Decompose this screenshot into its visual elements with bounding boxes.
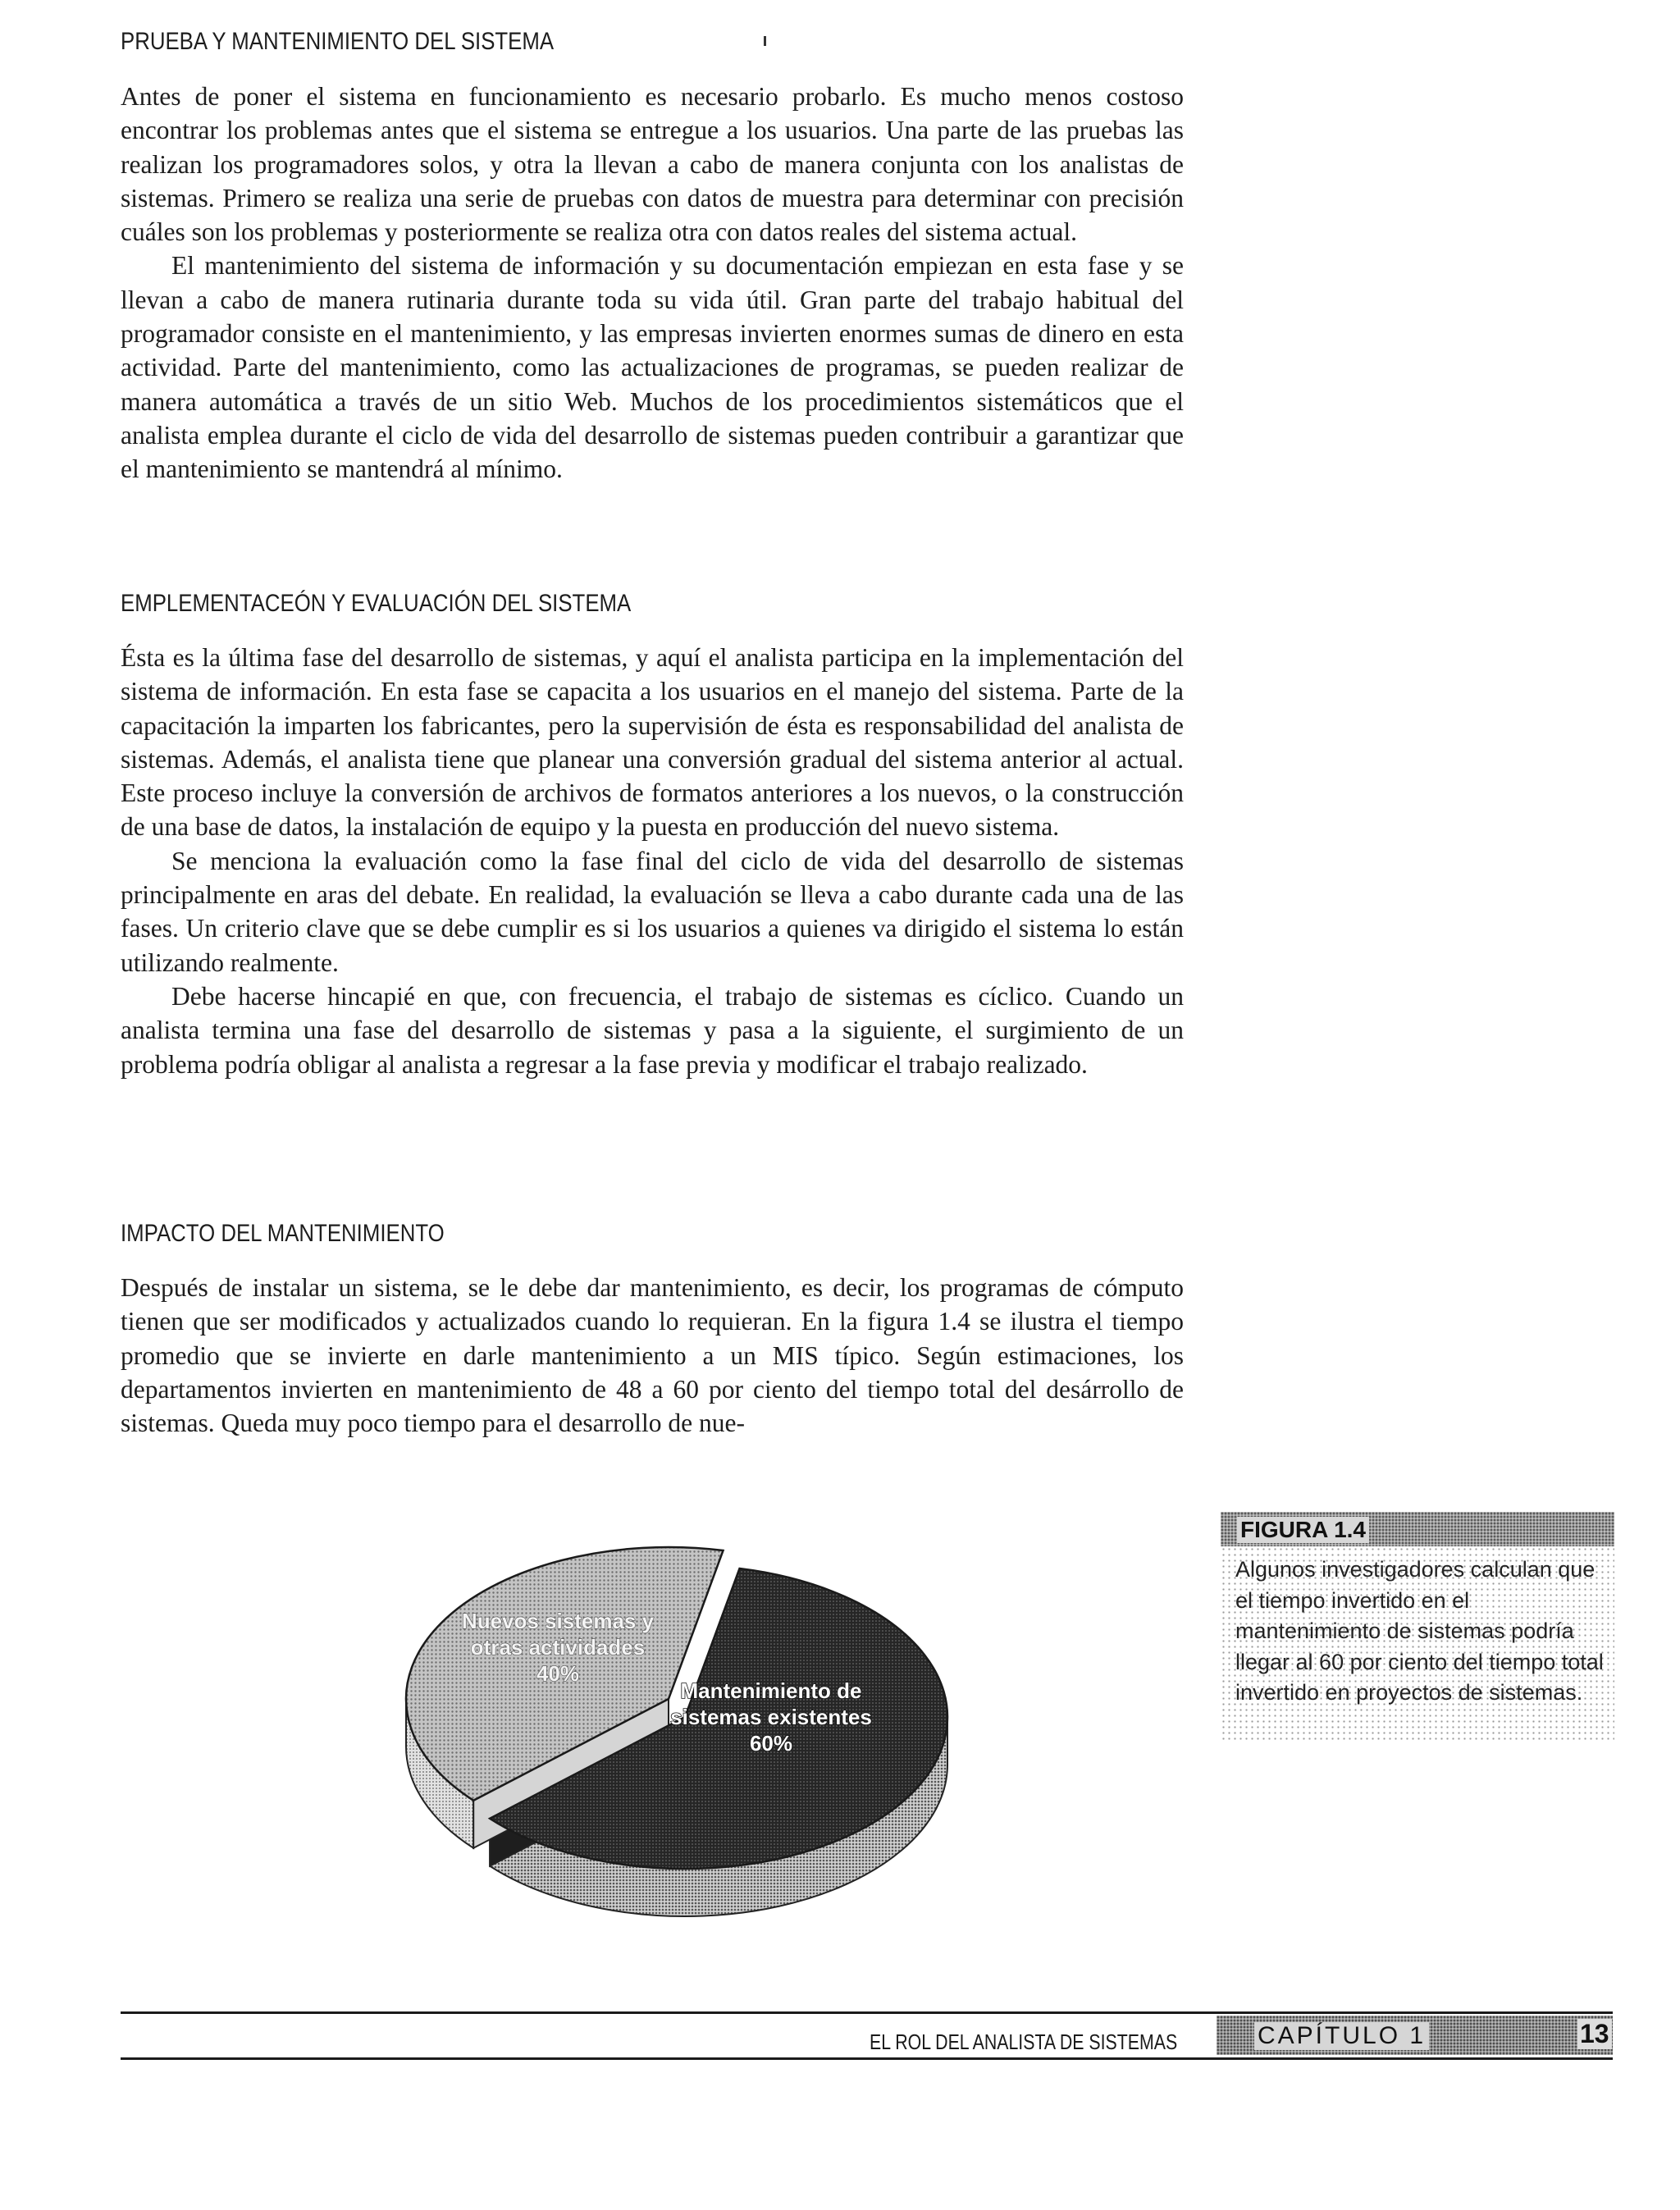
stray-scan-mark (764, 36, 766, 46)
section-heading-implementacion: EMPLEMENTACEÓN Y EVALUACIÓN DEL SISTEMA (121, 590, 632, 617)
figure-caption: Algunos investigadores calculan que el tiempo invertido en el mantenimiento de sistemas podría llegar al 60 por ciento del tiempo total invertido en proyectos de sistemas. (1235, 1557, 1604, 1705)
figure-label-bar (1221, 1512, 1614, 1546)
section-body-impacto (121, 1271, 1184, 1440)
paragraph: El mantenimiento del sistema de información y su documentación empiezan en esta fase y se llevan a cabo de manera rutinaria durante toda su vida útil. Gran parte del trabajo habitual del programador consiste en el mantenimiento, y las empresas invierten enormes sumas de dinero en esta actividad. Parte del mantenimiento, como las actualizaciones de programas, se pueden realizar de manera automática a través de un sitio Web. Muchos de los procedimientos sistemáticos que el analista emplea durante el ciclo de vida del desarrollo de sistemas pueden contribuir a garantizar que el mantenimiento se mantendrá al mínimo. (121, 251, 1184, 484)
figure-label: FIGURA 1.4 (1237, 1517, 1369, 1543)
section-body-implementacion (121, 641, 1184, 1081)
section-body-prueba (121, 80, 1184, 486)
chapter-bar (1217, 2016, 1613, 2055)
pie-slice-label: otras actividades (470, 1635, 646, 1660)
pie-chart (386, 1518, 976, 1993)
page-number: 13 (1577, 2019, 1612, 2049)
paragraph: Se menciona la evaluación como la fase final del ciclo de vida del desarrollo de sistemas principalmente en aras del debate. En realidad, la evaluación se lleva a cabo durante cada una de las fases. Un criterio clave que se debe cumplir es si los usuarios a quienes va dirigido el sistema lo están utilizando realmente. (121, 846, 1184, 977)
section-heading-prueba: PRUEBA Y MANTENIMIENTO DEL SISTEMA (121, 28, 555, 55)
pie-chart-svg (386, 1518, 976, 1993)
running-title: EL ROL DEL ANALISTA DE SISTEMAS (870, 2030, 1178, 2054)
pie-slice-label: Mantenimiento de (680, 1678, 862, 1703)
paragraph: Después de instalar un sistema, se le debe dar mantenimiento, es decir, los programas de cómputo tienen que ser modificados y actualizados cuando lo requieran. En la figura 1.4 se ilustra el tiempo promedio que se invierte en darle mantenimiento a un MIS típico. Según estimaciones, los departamentos invierten en mantenimiento de 48 a 60 por ciento del tiempo total del desárrollo de sistemas. Queda muy poco tiempo para el desarrollo de nue- (121, 1273, 1184, 1438)
chapter-label: CAPÍTULO 1 (1254, 2022, 1429, 2050)
footer-bottom-rule (121, 2057, 1613, 2060)
section-heading-impacto: IMPACTO DEL MANTENIMIENTO (121, 1220, 445, 1247)
pie-slice-value-label: 60% (749, 1731, 793, 1756)
pie-slice-label: sistemas existentes (670, 1705, 872, 1729)
footer-top-rule (121, 2011, 1613, 2014)
pie-slice-value-label: 40% (536, 1661, 580, 1686)
figure-caption-box (1221, 1512, 1614, 1743)
pie-slice-label: Nuevos sistemas y (461, 1609, 655, 1633)
paragraph: Antes de poner el sistema en funcionamiento es necesario probarlo. Es mucho menos costoso encontrar los problemas antes que el sistema se entregue a los usuarios. Una parte de las pruebas las realizan los programadores solos, y otra la llevan a cabo de manera conjunta con los analistas de sistemas. Primero se realiza una serie de pruebas con datos de muestra para determinar con precisión cuáles son los problemas y posteriormente se realiza otra con datos reales del sistema actual. (121, 82, 1184, 247)
paragraph: Ésta es la última fase del desarrollo de sistemas, y aquí el analista participa en la implementación del sistema de información. En esta fase se capacita a los usuarios en el manejo del sistema. Parte de la capacitación la imparten los fabricantes, pero la supervisión de ésta es responsabilidad del analista de sistemas. Además, el analista tiene que planear una conversión gradual del sistema anterior al actual. Este proceso incluye la conversión de archivos de formatos anteriores a los nuevos, o la construcción de una base de datos, la instalación de equipo y la puesta en producción del nuevo sistema. (121, 643, 1184, 842)
paragraph: Debe hacerse hincapié en que, con frecuencia, el trabajo de sistemas es cíclico. Cuando un analista termina una fase del desarrollo de sistemas y pasa a la siguiente, el surgimiento de un problema podría obligar al analista a regresar a la fase previa y modificar el trabajo realizado. (121, 981, 1184, 1079)
